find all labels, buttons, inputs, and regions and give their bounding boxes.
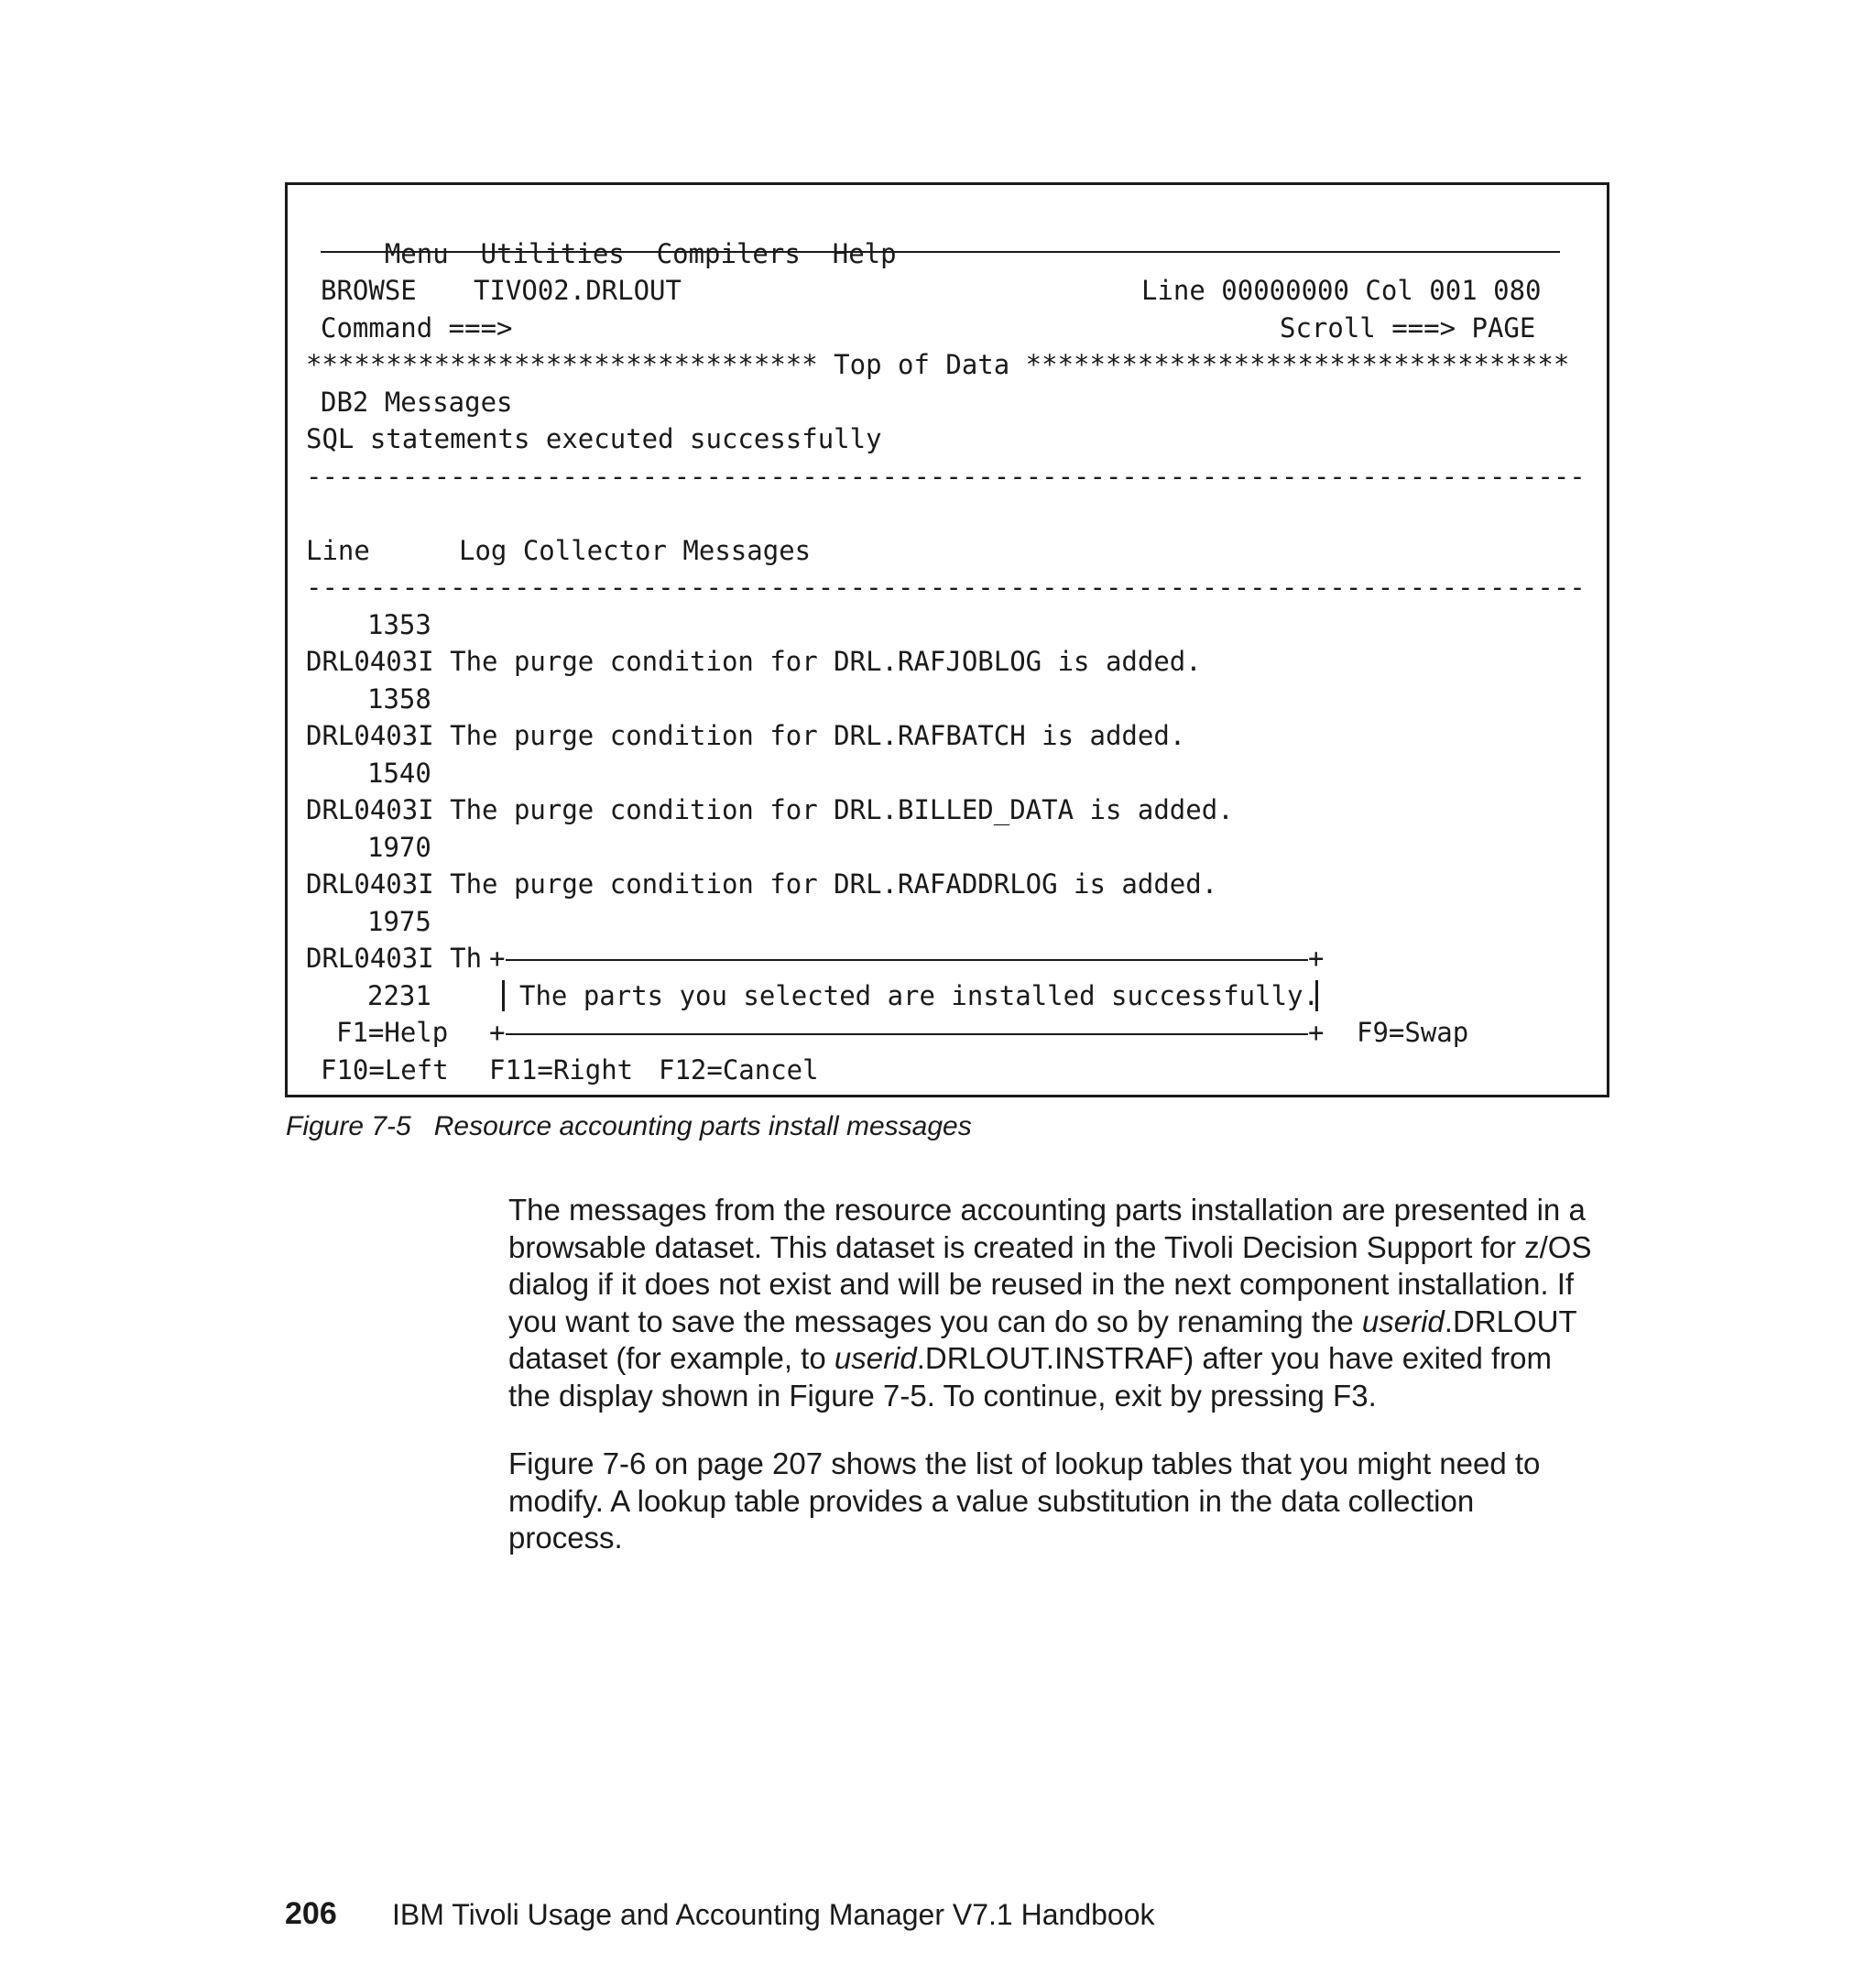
text-run: you want to save the messages you can do so by renaming the bbox=[508, 1304, 1362, 1338]
key-f9-swap[interactable]: F9=Swap bbox=[1357, 1017, 1469, 1048]
popup-corner: + bbox=[1308, 943, 1325, 974]
popup-top-border bbox=[506, 959, 1308, 961]
paragraph-line: dialog if it does not exist and will be reused in the next component installation. If bbox=[508, 1267, 1575, 1301]
text-run: .DRLOUT bbox=[1444, 1304, 1577, 1338]
terminal-screen bbox=[285, 182, 1609, 1097]
paragraph-line: modify. A lookup table provides a value substitution in the data collection bbox=[508, 1483, 1475, 1518]
paragraph-line bbox=[508, 1304, 1617, 1341]
message-line-number: 1975 bbox=[367, 906, 431, 937]
popup-bottom-border bbox=[506, 1033, 1308, 1035]
dash-rule: -------------------------------------------------------------------------------- bbox=[306, 461, 1586, 492]
page-number: 206 bbox=[285, 1896, 337, 1931]
paragraph-line: the display shown in Figure 7-5. To continue, exit by pressing F3. bbox=[508, 1378, 1377, 1413]
message-line-number: 2231 bbox=[367, 980, 431, 1011]
line-col-indicator: Line 00000000 Col 001 080 bbox=[1141, 275, 1542, 306]
text-run: dataset (for example, to bbox=[508, 1341, 834, 1375]
scroll-indicator[interactable]: Scroll ===> PAGE bbox=[1280, 312, 1536, 344]
body-paragraph-2 bbox=[508, 1446, 1617, 1557]
body-paragraph-1 bbox=[508, 1192, 1617, 1414]
menu-item-menu[interactable]: Menu bbox=[384, 237, 449, 269]
column-header-line: Line bbox=[306, 535, 370, 566]
key-f12-cancel[interactable]: F12=Cancel bbox=[659, 1054, 819, 1086]
italic-run: userid bbox=[1361, 1304, 1445, 1338]
popup-left-border bbox=[502, 980, 505, 1011]
key-f1-help[interactable]: F1=Help bbox=[336, 1017, 449, 1048]
browse-label: BROWSE bbox=[321, 275, 417, 306]
paragraph-line: browsable dataset. This dataset is created in the Tivoli Decision Support for z/OS bbox=[508, 1229, 1592, 1264]
text-run: .DRLOUT.INSTRAF) after you have exited from bbox=[916, 1341, 1552, 1375]
db2-messages-header: DB2 Messages bbox=[321, 387, 513, 418]
message-text: DRL0403I The purge condition for DRL.BILLED_DATA is added. bbox=[306, 794, 1234, 825]
popup-corner: + bbox=[489, 1017, 506, 1048]
figure-caption: Figure 7-5 Resource accounting parts install messages bbox=[286, 1111, 972, 1141]
italic-run: userid bbox=[834, 1341, 917, 1375]
message-text: DRL0403I Th bbox=[306, 943, 483, 974]
menu-divider bbox=[321, 251, 1560, 253]
message-line-number: 1970 bbox=[367, 832, 431, 863]
paragraph-line: The messages from the resource accounting parts installation are presented in a bbox=[508, 1193, 1586, 1227]
menu-item-utilities[interactable]: Utilities bbox=[480, 237, 625, 269]
popup-message: The parts you selected are installed successfully. bbox=[519, 980, 1319, 1011]
paragraph-line: Figure 7-6 on page 207 shows the list of lookup tables that you might need to bbox=[508, 1446, 1541, 1480]
top-of-data-banner: ******************************** Top of Data ********************************** bbox=[306, 349, 1570, 380]
menu-bar bbox=[321, 198, 897, 269]
message-text: DRL0403I The purge condition for DRL.RAFJOBLOG is added. bbox=[306, 646, 1202, 677]
message-text: DRL0403I The purge condition for DRL.RAFBATCH is added. bbox=[306, 720, 1186, 751]
message-line-number: 1540 bbox=[367, 758, 431, 789]
message-text: DRL0403I The purge condition for DRL.RAFADDRLOG is added. bbox=[306, 868, 1218, 900]
dataset-name: TIVO02.DRLOUT bbox=[474, 275, 682, 306]
paragraph-line bbox=[508, 1340, 1617, 1378]
message-line-number: 1358 bbox=[367, 683, 431, 715]
popup-corner: + bbox=[489, 943, 506, 974]
message-line-number: 1353 bbox=[367, 609, 431, 640]
column-header-messages: Log Collector Messages bbox=[459, 535, 812, 566]
key-f11-right[interactable]: F11=Right bbox=[489, 1054, 634, 1086]
dash-rule: -------------------------------------------------------------------------------- bbox=[306, 572, 1586, 603]
key-f10-left[interactable]: F10=Left bbox=[321, 1054, 449, 1086]
command-prompt[interactable]: Command ===> bbox=[321, 312, 513, 344]
paragraph-line: process. bbox=[508, 1521, 623, 1555]
book-title: IBM Tivoli Usage and Accounting Manager V7.1 Handbook bbox=[392, 1898, 1155, 1931]
menu-item-compilers[interactable]: Compilers bbox=[656, 237, 801, 269]
menu-item-help[interactable]: Help bbox=[832, 237, 897, 269]
popup-corner: + bbox=[1308, 1017, 1325, 1048]
sql-status-text: SQL statements executed successfully bbox=[306, 423, 882, 454]
popup-right-border bbox=[1315, 980, 1318, 1011]
